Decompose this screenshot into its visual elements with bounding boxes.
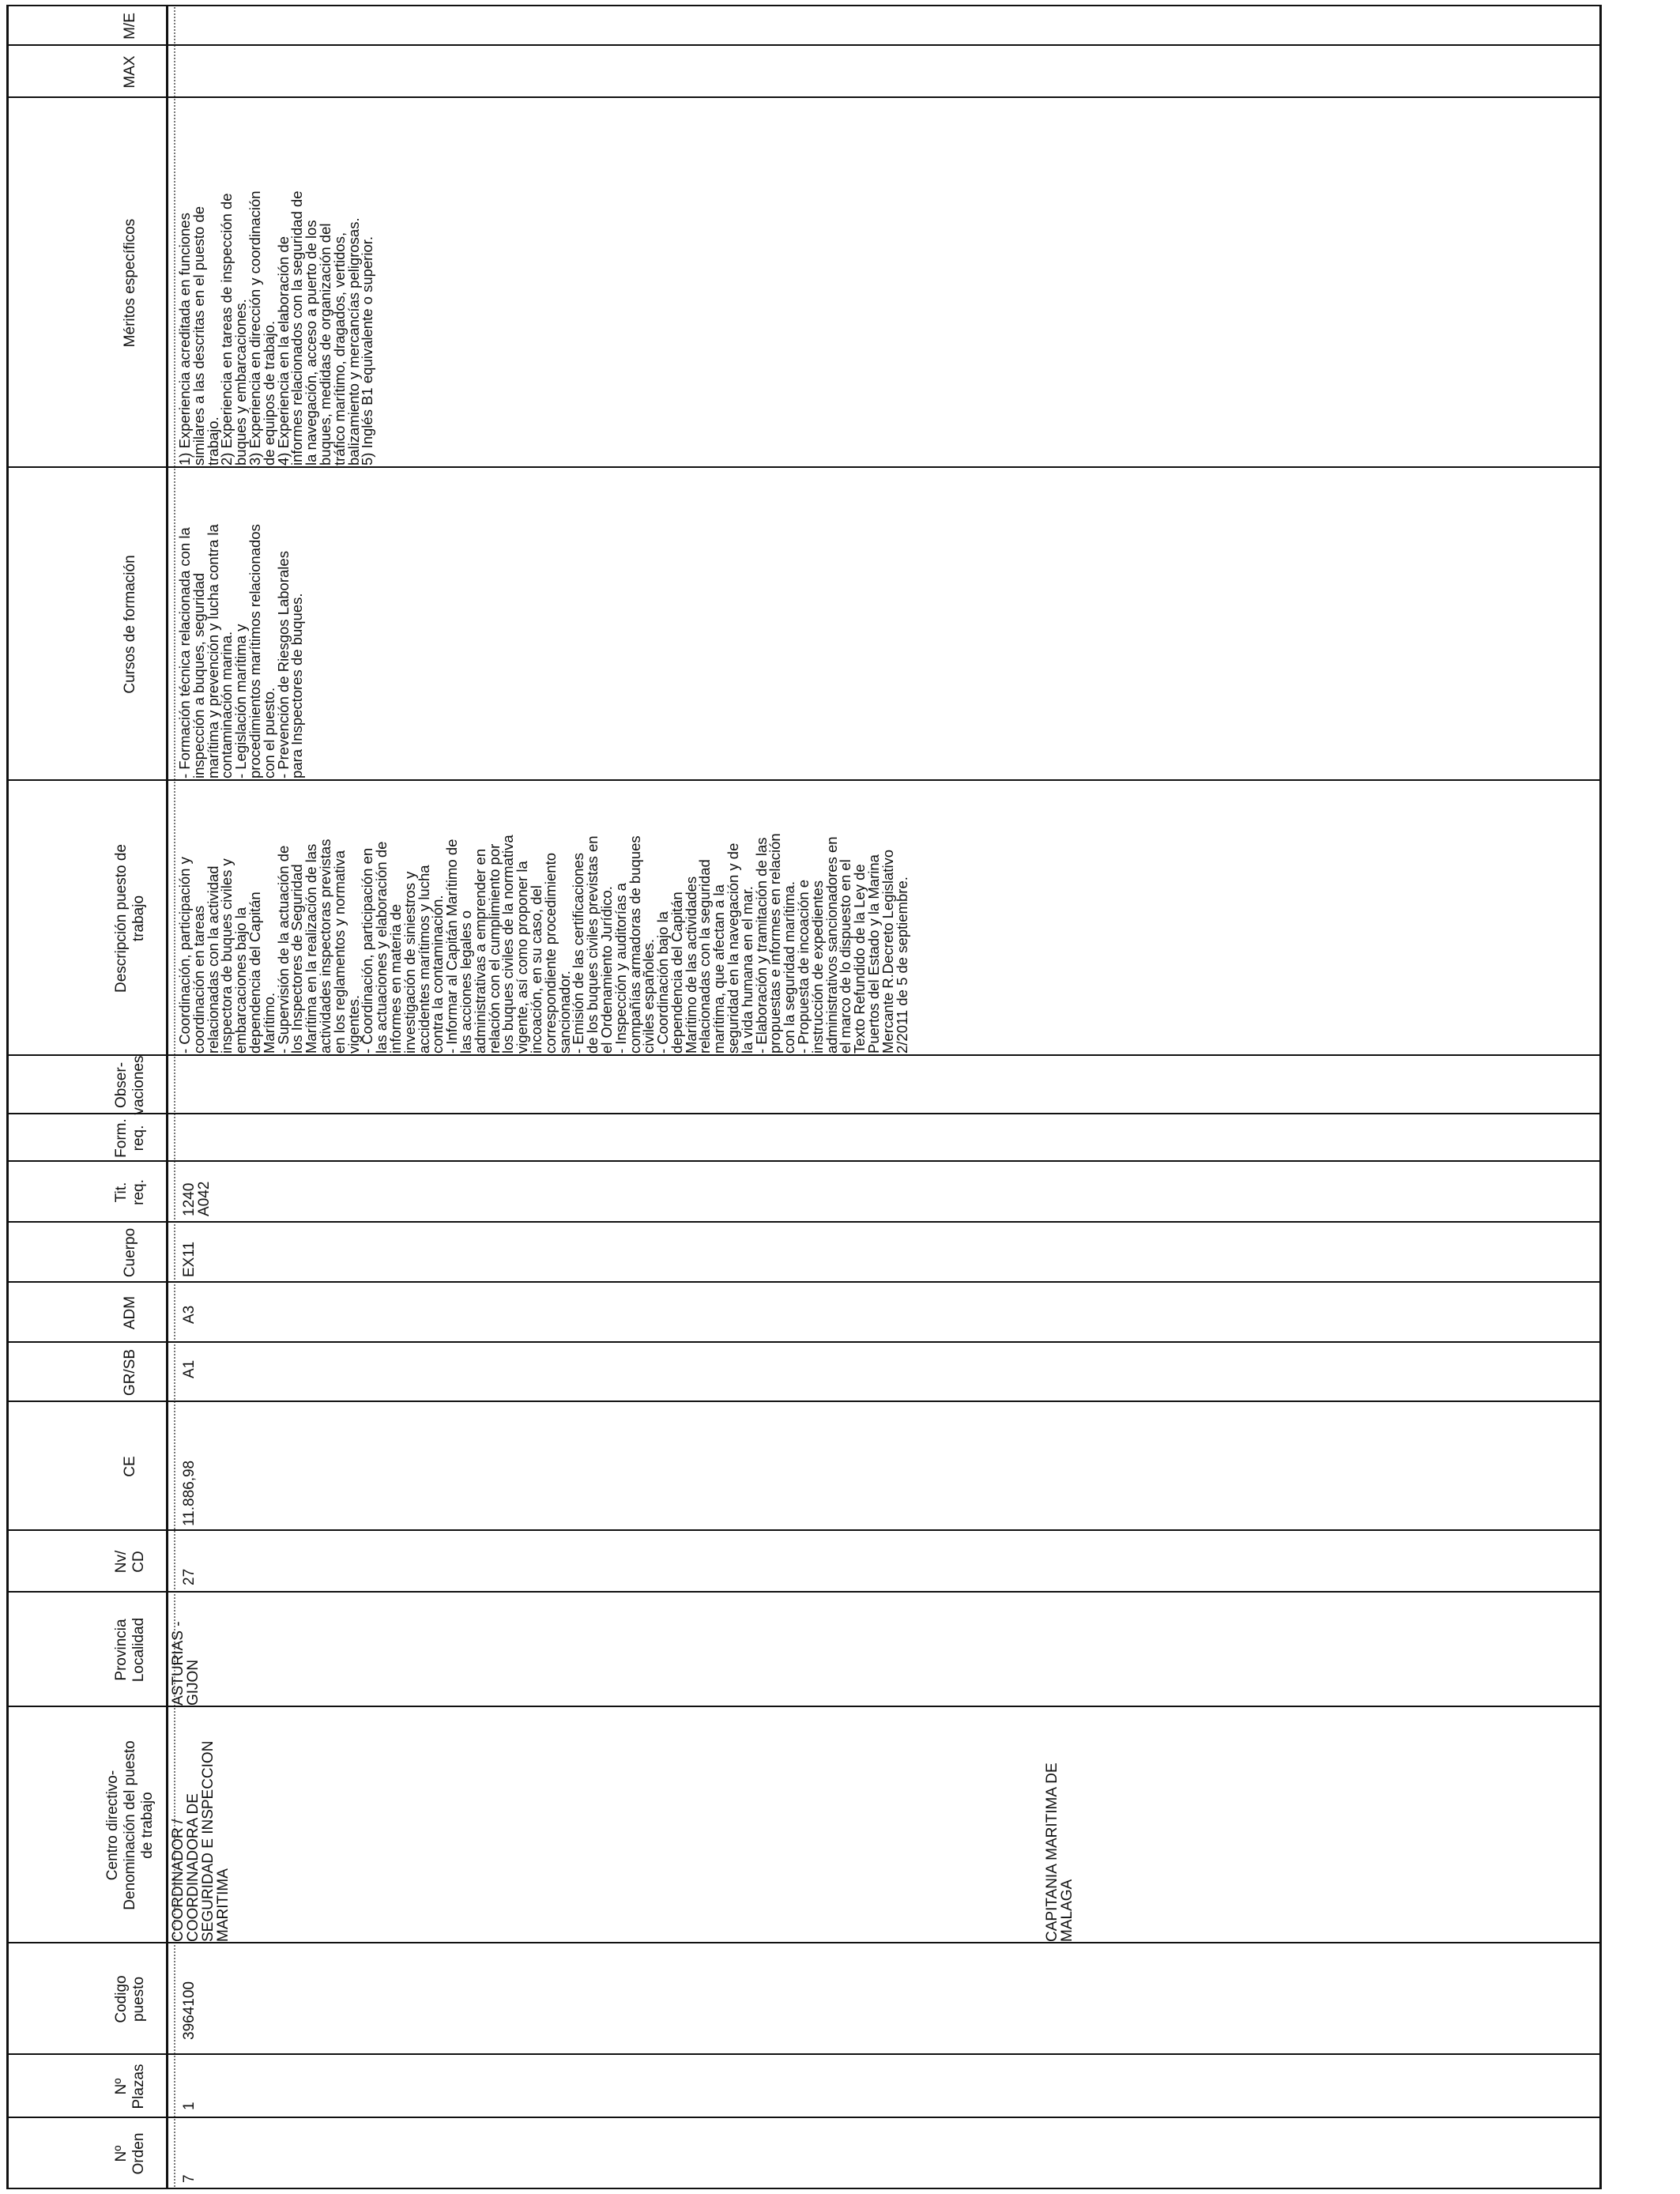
column-border [6,466,1599,468]
header-form-req: Form. req. [113,1118,147,1158]
column-border [6,1942,1599,1943]
cell-n-orden: 7 [181,2174,198,2183]
cell-gr-sb: A1 [181,1359,198,1378]
column-border [6,2117,1599,2118]
column-border [6,96,1599,98]
cell-descripcion: - Coordinación, participación y coordinación en tareas relacionadas con la actividad inspectora de buques civiles y embarcaciones bajo la dependencia del Capitán Marítimo. - Supervisión de la actuación de los Inspectores de Seguridad Marítima en la realización de las actividades inspectoras previstas en los reglamentos y normativa vigentes. - Coordinación, participación en las actuaciones y elaboración de informes en materia de investigación de siniestros y accidentes marítimos y lucha contra la contaminación. - Informar al Capitán Marítimo de las acciones legales o administrativas a emprender en relación con el cumplimiento por los buques civiles de la normativa vigente, así como proponer la incoación, en su caso, del correspondiente procedimiento sancionador. - Emisión de las certificaciones de los buques civiles previstas en el Ordenamiento Jurídico. - Inspección y auditorías a compañías armadoras de buques civiles españoles. - Coordinación bajo la dependencia del Capitán Marítimo de las actividades relacionadas con la seguridad marítima, que afectan a la seguridad en la navegación y de la vida humana en el mar. - Elaboración y tramitación de las propuestas e informes en relación con la seguridad marítima. - Propuesta de incoación e instrucción de expedientes administrativos sancionadores en el marco de lo dispuesto en el Texto Refundido de la Ley de Puertos del Estado y la Marina Mercante R.Decreto Legislativo 2/2011 de 5 de septiembre. [176,833,910,1054]
header-me: M/E [122,13,138,40]
table-top-border [6,5,9,2189]
cell-tit-req: 1240 A042 [181,1181,213,1216]
header-ce: CE [122,1456,138,1477]
section-heading-capitania: CAPITANIA MARITIMA DE MALAGA [1044,1762,1075,1942]
column-border [6,44,1599,46]
header-nivel-cd: Nv/ CD [113,1550,147,1574]
header-centro-directivo: Centro directivo- Denominación del puesto de trabajo [104,1740,156,1910]
column-border [6,1221,1599,1223]
cell-codigo-puesto: 3964100 [181,1981,198,2040]
column-border [6,1529,1599,1531]
column-border [6,1591,1599,1593]
column-border [6,1281,1599,1283]
cell-adm: A3 [181,1305,198,1324]
column-border [6,2188,1599,2189]
header-gr-sb: GR/SB [122,1348,138,1397]
header-observaciones: Obser- vaciones [113,1055,147,1115]
column-border [6,779,1599,781]
header-max: MAX [122,55,138,89]
cell-provincia-localidad: ASTURIAS - GIJON [170,1621,202,1706]
column-border [6,1341,1599,1343]
column-border [6,2053,1599,2055]
header-tit-req: Tit. req. [113,1179,147,1205]
header-descripcion: Descripción puesto de trabajo [113,844,147,993]
header-codigo-puesto: Codigo puesto [113,1975,147,2023]
table-bottom-border [1599,5,1602,2189]
cell-meritos-especificos: 1) Experiencia acreditada en funciones similares a las descritas en el puesto de trabajo. 2) Experiencia en tareas de inspección de buques y embarcaciones. 3) Experiencia en dirección y coordinación de equipos de trabajo. 4) Experiencia en la elaboración de informes relacionados con la seguridad de la navegación, acceso a puerto de los buques, medidas de organización del tráfico marítimo, dragados, vertidos, balizamiento y mercancías peligrosas. 5) Inglés B1 equivalente o superior. [176,190,376,466]
cell-cuerpo: EX11 [181,1241,198,1277]
column-border [6,1160,1599,1162]
column-border [6,5,1599,6]
header-cursos-formacion: Cursos de formación [122,555,138,694]
header-provincia-localidad: Provincia Localidad [113,1617,147,1683]
column-border [6,1400,1599,1402]
header-n-orden: Nº Orden [113,2132,147,2175]
column-border [6,1113,1599,1114]
cell-nivel-cd: 27 [181,1568,198,1585]
header-adm: ADM [122,1295,138,1330]
column-border [6,1706,1599,1707]
cell-centro-directivo: COORDINADOR / COORDINADORA DE SEGURIDAD E INSPECCION MARITIMA [170,1740,232,1942]
cell-ce: 11.886,98 [181,1460,198,1526]
header-cuerpo: Cuerpo [122,1227,138,1278]
header-meritos-especificos: Méritos específicos [122,218,138,348]
header-n-plazas: Nº Plazas [113,2064,147,2109]
cell-cursos-formacion: - Formación técnica relacionada con la inspección a buques, seguridad marítima y prevención y lucha contra la contaminación marina. - Legislación marítima y procedimientos marítimos relacionados con el puesto. - Prevención de Riesgos Laborales para Inspectores de buques. [176,524,306,778]
header-bottom-border [166,5,168,2189]
cell-n-plazas: 1 [181,2102,198,2110]
column-border [6,1054,1599,1056]
